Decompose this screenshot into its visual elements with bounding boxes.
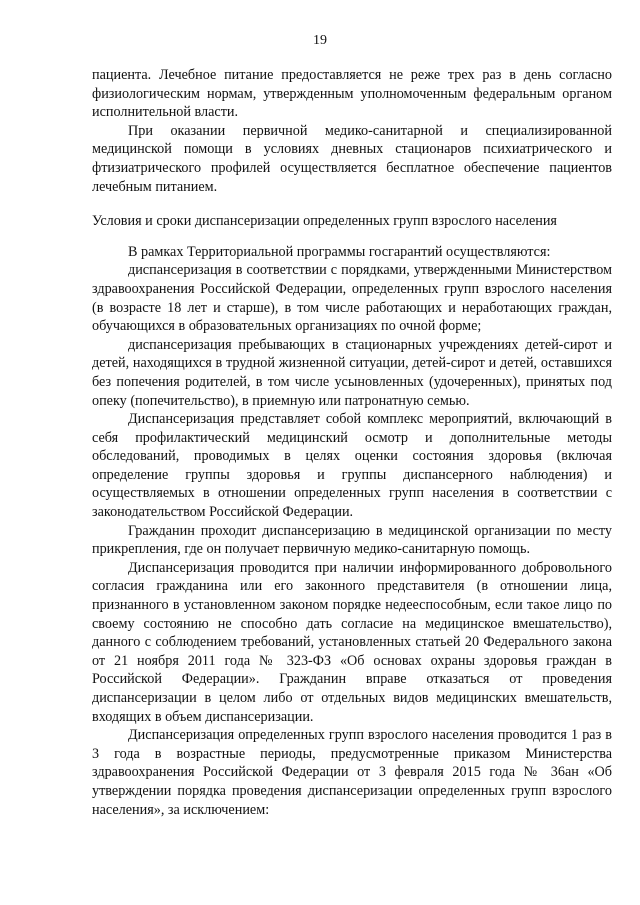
paragraph-list-item-adults: диспансеризация в соответствии с порядками, утвержденными Министерством здравоохранения Российской Федерации, определенных групп взрослого населения (в возрасте 18 лет и старше), в том числе работающих и неработающих граждан, обучающихся в образовательных организациях по очной форме; bbox=[92, 262, 612, 335]
paragraph-consent: Диспансеризация проводится при наличии информированного добровольного согласия гражданина или его законного представителя (в отношении лица, признанного в установленном законом порядке недееспособным, если такое лицо по своему состоянию не способно дать согласие на медицинское вмешательство), данного с соблюдением требований, установленных статьей 20 Федерального закона от 21 ноября 2011 года № 323-ФЗ «Об основах охраны здоровья граждан в Российской Федерации». Гражданин вправе отказаться от проведения диспансеризации в целом либо от отдельных видов медицинских вмешательств, входящих в объем диспансеризации. bbox=[92, 559, 612, 725]
section-heading: Условия и сроки диспансеризации определенных групп взрослого населения bbox=[92, 213, 557, 230]
page-number: 19 bbox=[313, 33, 327, 48]
paragraph-intro: В рамках Территориальной программы госгарантий осуществляются: bbox=[128, 243, 551, 260]
paragraph-nutrition: При оказании первичной медико-санитарной и специализированной медицинской помощи в условиях дневных стационаров психиатрического и фтизиатрического профилей осуществляется бесплатное обеспечение пациентов лечебным питанием. bbox=[92, 122, 612, 195]
paragraph-continuation: пациента. Лечебное питание предоставляется не реже трех раз в день согласно физиологическим нормам, утвержденным уполномоченным федеральным органом исполнительной власти. bbox=[92, 67, 612, 121]
paragraph-definition: Диспансеризация представляет собой комплекс мероприятий, включающий в себя профилактический медицинский осмотр и дополнительные методы обследований, проводимых в целях оценки состояния здоровья (включая определение группы здоровья и группы диспансерного наблюдения) и осуществляемых в отношении определенных групп населения в соответствии с законодательством Российской Федерации. bbox=[92, 411, 612, 521]
paragraph-frequency: Диспансеризация определенных групп взрослого населения проводится 1 раз в 3 года в возрастные периоды, предусмотренные приказом Министерства здравоохранения Российской Федерации от 3 февраля 2015 года № 36ан «Об утверждении порядка проведения диспансеризации определенных групп взрослого населения», за исключением: bbox=[92, 727, 612, 818]
document-body bbox=[92, 66, 612, 819]
paragraph-list-item-orphans: диспансеризация пребывающих в стационарных учреждениях детей-сирот и детей, находящихся в трудной жизненной ситуации, детей-сирот и детей, оставшихся без попечения родителей, в том числе усыновленных (удочеренных), принятых под опеку (попечительство), в приемную или патронатную семью. bbox=[92, 336, 612, 409]
paragraph-location: Гражданин проходит диспансеризацию в медицинской организации по месту прикрепления, где он получает первичную медико-санитарную помощь. bbox=[92, 522, 612, 558]
